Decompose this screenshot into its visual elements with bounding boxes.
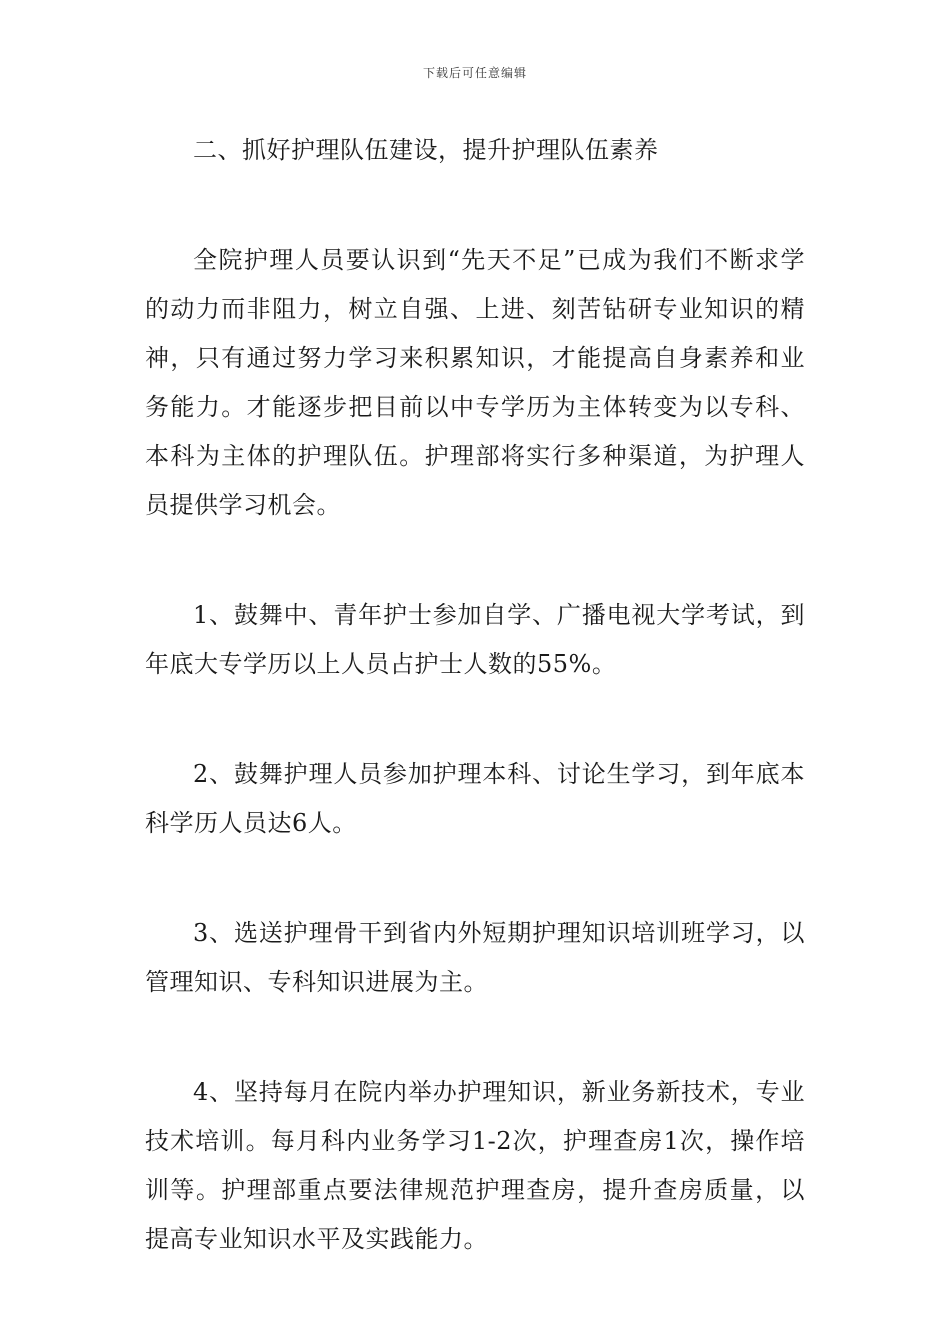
document-body	[145, 126, 805, 1264]
list-item: 1、鼓舞中、青年护士参加自学、广播电视大学考试，到年底大专学历以上人员占护士人数的55%。	[145, 601, 805, 678]
section-heading: 二、抓好护理队伍建设，提升护理队伍素养	[193, 136, 659, 164]
header-note: 下载后可任意编辑	[422, 66, 527, 80]
list-item: 3、选送护理骨干到省内外短期护理知识培训班学习，以管理知识、专科知识进展为主。	[145, 919, 805, 996]
intro-paragraph: 全院护理人员要认识到“先天不足”已成为我们不断求学的动力而非阻力，树立自强、上进、刻苦钻研专业知识的精神，只有通过努力学习来积累知识，才能提高自身素养和业务能力。才能逐步把目前以中专学历为主体转变为以专科、本科为主体的护理队伍。护理部将实行多种渠道，为护理人员提供学习机会。	[145, 246, 805, 519]
list-item: 2、鼓舞护理人员参加护理本科、讨论生学习，到年底本科学历人员达6人。	[145, 760, 805, 837]
list-item: 4、坚持每月在院内举办护理知识，新业务新技术，专业技术培训。每月科内业务学习1-2次，护理查房1次，操作培训等。护理部重点要法律规范护理查房，提升查房质量，以提高专业知识水平及实践能力。	[145, 1078, 805, 1253]
